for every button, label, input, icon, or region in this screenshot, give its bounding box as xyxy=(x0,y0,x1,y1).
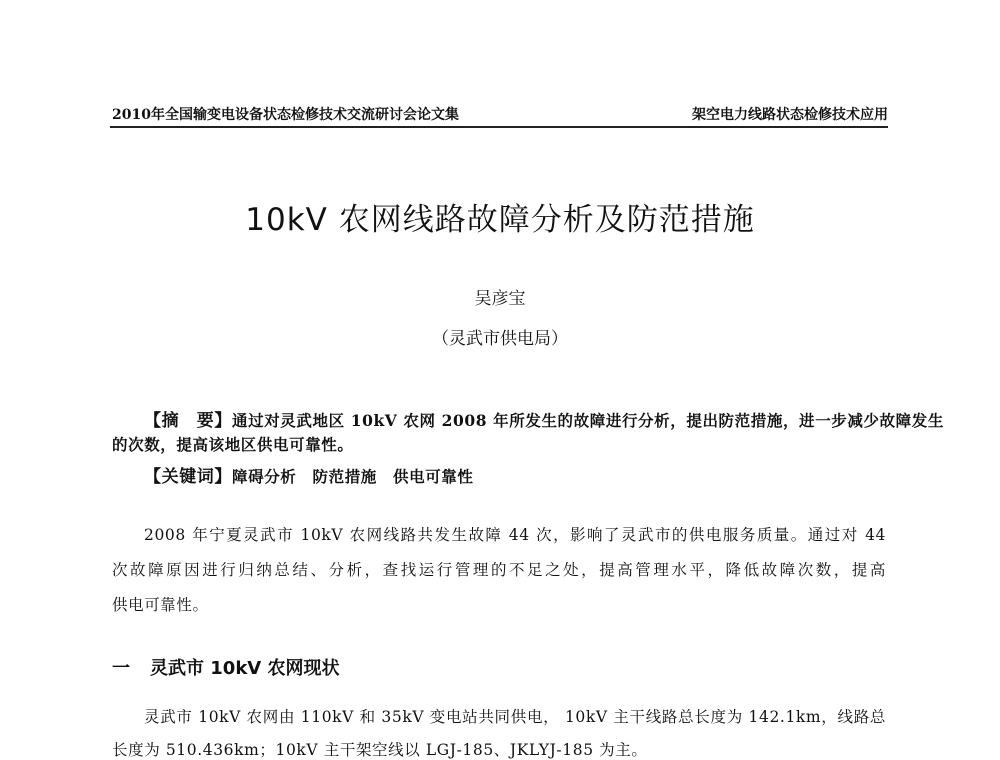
intro-line-1: 2008 年宁夏灵武市 10kV 农网线路共发生故障 44 次，影响了灵武市的供电服务质量。通过对 44 xyxy=(144,526,886,544)
author: 吴彦宝 xyxy=(474,289,526,309)
section1-line-2: 长度为 510.436km；10kV 主干架空线以 LGJ-185、JKLYJ-185 为主。 xyxy=(112,741,648,759)
intro-line-2: 次故障原因进行归纳总结、分析，查找运行管理的不足之处，提高管理水平，降低故障次数，提高 xyxy=(112,561,886,579)
abstract-line-1: 【摘 要】通过对灵武地区 10kV 农网 2008 年所发生的故障进行分析，提出防范措施，进一步减少故障发生 xyxy=(144,411,944,431)
running-header-right: 架空电力线路状态检修技术应用 xyxy=(692,107,888,123)
keywords-label: 【关键词】 xyxy=(144,467,232,487)
header-rule xyxy=(110,126,888,128)
section-number: 一 xyxy=(112,658,130,679)
abstract-label: 【摘 要】 xyxy=(144,411,232,431)
keywords: 【关键词】障碍分析 防范措施 供电可靠性 xyxy=(144,467,474,487)
abstract-line-2: 的次数，提高该地区供电可靠性。 xyxy=(112,435,354,454)
section1-line-1: 灵武市 10kV 农网由 110kV 和 35kV 变电站共同供电， 10kV 主干线路总长度为 142.1km，线路总 xyxy=(144,708,886,726)
affiliation: （灵武市供电局） xyxy=(432,329,568,349)
intro-line-3: 供电可靠性。 xyxy=(112,596,209,614)
paper-title: 10kV 农网线路故障分析及防范措施 xyxy=(245,202,755,238)
section-heading xyxy=(112,654,339,680)
running-header-left: 2010年全国输变电设备状态检修技术交流研讨会论文集 xyxy=(112,107,459,123)
section-title: 灵武市 10kV 农网现状 xyxy=(150,658,340,679)
